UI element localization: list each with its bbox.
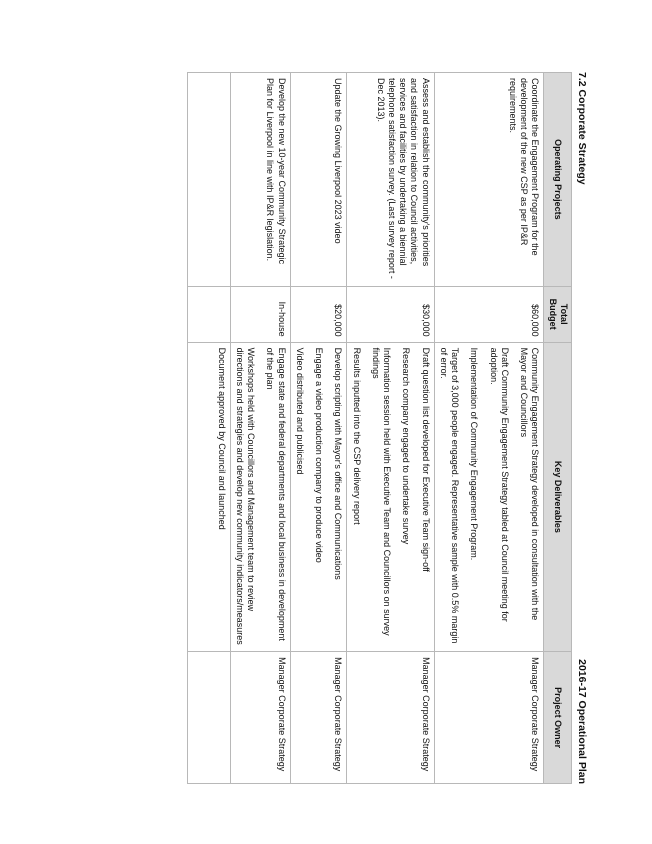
deliverables-cell (347, 342, 434, 652)
table-row (230, 73, 290, 784)
operating-project-cell: Coordinate the Engagement Program for the development of the new CSP as per IP&R requirements. (434, 73, 544, 287)
project-owner-cell: Manager Corporate Strategy (347, 652, 434, 784)
deliverable-item: Target of 3,000 people engaged. Representative sample with 0.5% margin of error. (439, 347, 461, 644)
table-row (434, 73, 544, 784)
operating-project-cell (187, 73, 230, 287)
header-operating-projects: Operating Projects (544, 73, 572, 287)
project-owner-cell: Manager Corporate Strategy (434, 652, 544, 784)
project-owner-cell: Manager Corporate Strategy (230, 652, 290, 784)
operating-project-cell: Update the Growing Liverpool 2023 video (290, 73, 347, 287)
operational-plan-table (187, 72, 572, 784)
deliverables-cell (290, 342, 347, 652)
project-owner-cell: Manager Corporate Strategy (290, 652, 347, 784)
table-row (290, 73, 347, 784)
deliverable-item: Document approved by Council and launched (216, 347, 227, 530)
deliverable-item: Research company engaged to undertake survey (401, 347, 412, 545)
plan-title: 2016-17 Operational Plan (576, 659, 588, 784)
operating-project-cell: Assess and establish the community's priorities and satisfaction in relation to Council activities, services and facilities by undertaking a biennial telephone satisfaction survey. (Last survey report - Dec 2013). (347, 73, 434, 287)
budget-cell: $20,000 (290, 286, 347, 342)
operating-project-cell: Develop the new 10-year Community Strategic Plan for Liverpool in line with IP&R legislation. (230, 73, 290, 287)
deliverable-item: Engage state and federal departments and local business in development of the plan (265, 347, 287, 641)
header-key-deliverables: Key Deliverables (544, 342, 572, 652)
deliverable-item: Community Engagement Strategy developed in consultation with the Mayor and Councillors (519, 347, 541, 621)
table-header-row (544, 73, 572, 784)
deliverables-cell (230, 342, 290, 652)
project-owner-cell (187, 652, 230, 784)
deliverable-item: Information session held with Executive Team and Councillors on survey findings (371, 347, 393, 636)
section-title: 7.2 Corporate Strategy (576, 72, 588, 185)
deliverable-item: Draft Community Engagement Strategy tabled at Council meeting for adoption. (488, 347, 510, 622)
deliverables-cell (434, 342, 544, 652)
deliverable-item: Implementation of Community Engagement Program. (469, 347, 480, 561)
deliverable-item: Draft question list developed for Executive Team sign-off (420, 347, 431, 572)
budget-cell: In-house (230, 286, 290, 342)
header-total-budget: Total Budget (544, 286, 572, 342)
deliverable-item: Results inputted into the CSP delivery report (351, 347, 362, 525)
budget-cell: $30,000 (347, 286, 434, 342)
table-row (187, 73, 230, 784)
deliverables-cell (187, 342, 230, 652)
budget-cell (187, 286, 230, 342)
deliverable-item: Engage a video production company to produce video (314, 347, 325, 563)
deliverable-item: Workshops held with Councillors and Management team to review directions and strategies and develop new community indicators/measures (235, 347, 257, 645)
table-row (347, 73, 434, 784)
deliverable-item: Video distributed and publicised (295, 347, 305, 475)
deliverable-item: Develop scripting with Mayor's office and Communications (333, 347, 344, 580)
header-project-owner: Project Owner (544, 652, 572, 784)
budget-cell: $60,000 (434, 286, 544, 342)
